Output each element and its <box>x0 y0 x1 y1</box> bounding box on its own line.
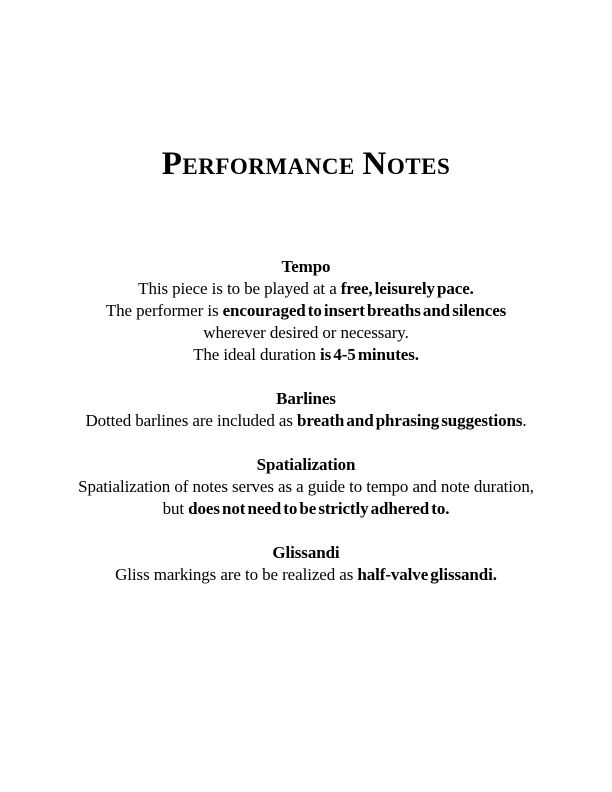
section-heading: Spatialization <box>256 455 356 474</box>
text-line <box>0 278 612 300</box>
text-line <box>0 564 612 586</box>
section-tempo <box>0 256 612 366</box>
text-run: wherever desired or necessary. <box>203 323 409 342</box>
section-barlines <box>0 388 612 432</box>
text-run-bold: encouraged to insert breaths and silences <box>222 301 507 320</box>
section-heading: Glissandi <box>272 543 340 562</box>
text-line <box>0 476 612 498</box>
text-line <box>0 322 612 344</box>
text-run-bold: breath and phrasing suggestions <box>297 411 523 430</box>
text-run: . <box>522 411 527 430</box>
text-run: The ideal duration <box>193 345 321 364</box>
text-line <box>0 498 612 520</box>
text-line <box>0 344 612 366</box>
section-heading: Tempo <box>281 257 331 276</box>
text-run-bold: half-valve glissandi. <box>357 565 497 584</box>
section-heading: Barlines <box>276 389 336 408</box>
text-line <box>0 300 612 322</box>
notes-content <box>0 256 612 586</box>
text-run-bold: free, leisurely pace. <box>340 279 474 298</box>
text-run: but <box>162 499 189 518</box>
section-glissandi <box>0 542 612 586</box>
text-run: Spatialization of notes serves as a guide to tempo and note duration, <box>78 477 534 496</box>
text-run-bold: does not need to be strictly adhered to. <box>188 499 450 518</box>
section-spatialization <box>0 454 612 520</box>
text-run: This piece is to be played at a <box>138 279 341 298</box>
text-run: The performer is <box>105 301 223 320</box>
text-run: Dotted barlines are included as <box>85 411 298 430</box>
text-line <box>0 410 612 432</box>
text-run: Gliss markings are to be realized as <box>115 565 358 584</box>
text-run-bold: is 4-5 minutes. <box>320 345 419 364</box>
document-title: Performance Notes <box>161 146 451 182</box>
